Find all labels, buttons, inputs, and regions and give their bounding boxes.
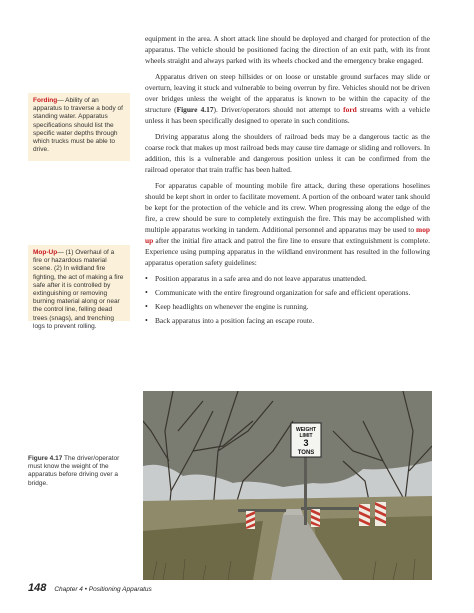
glossary-definition: — Ability of an apparatus to traverse a body of standing water. Apparatus specifications should list the specific water depths through which trucks must be able to drive.: [33, 97, 123, 154]
paragraph-2-text-b: ). Driver/operators should not attempt to: [213, 105, 344, 114]
paragraph-4-text-b: after the initial fire attack and patrol the fire line to ensure that extinguishment is complete. Experience using pumping apparatus in the wildland environment has resulted in the following apparatus operation safety guidelines:: [145, 236, 430, 267]
safety-guidelines-list: [145, 273, 430, 326]
bullet-icon: •: [145, 288, 148, 297]
list-item: [145, 315, 430, 326]
paragraph-2-text-c: streams with a vehicle unless it has been specifically designed to operate in such conditions.: [145, 105, 430, 125]
weight-limit-sign: [291, 423, 321, 457]
sign-text-weight: WEIGHT: [296, 427, 316, 433]
glossary-term-ford: ford: [343, 105, 357, 114]
list-item-text: Position apparatus in a safe area and do not leave apparatus unattended.: [155, 274, 367, 283]
chapter-label: Chapter 4 • Positioning Apparatus: [54, 586, 152, 593]
figure-label: Figure 4.17: [28, 455, 63, 462]
bridge-photo: [143, 391, 432, 580]
glossary-term: Fording: [33, 97, 58, 104]
bullet-icon: •: [145, 274, 148, 283]
paragraph-4: [145, 180, 430, 268]
body-text: [145, 33, 430, 329]
figure-reference: Figure 4.17: [176, 105, 214, 114]
sign-text-tons: TONS: [297, 450, 315, 456]
page-footer: [28, 578, 152, 592]
list-item: [145, 273, 430, 284]
glossary-term: Mop-Up: [33, 249, 58, 256]
paragraph-4-text-a: For apparatus capable of mounting mobile fire attack, during these operations hoselines should be kept short in order to facilitate movement. A portion of the onboard water tank should be kept for the protection of the vehicle and its crew. When progressing along the edge of the fire, a crew should be sure to completely extinguish the fire. This may be accomplished with multiple apparatus working in tandem. Additional personnel and apparatus may be used to: [145, 181, 430, 234]
hazard-barrier-left: [246, 511, 255, 529]
list-item-text: Keep headlights on whenever the engine is running.: [155, 302, 309, 311]
figure-caption-text: The driver/operator must know the weight of the apparatus before driving over a bridge.: [28, 455, 120, 487]
paragraph-2: [145, 71, 430, 126]
paragraph-2-text-a: Apparatus driven on steep hillsides or on loose or unstable ground surfaces may slide or overturn, leaving it stuck and vulnerable to being overrun by fire. Vehicles should not be driven over bridges unless the weight of the apparatus is known to be within the capacity of the structure (: [145, 72, 430, 114]
glossary-box-fording: [28, 93, 130, 161]
list-item: [145, 287, 430, 298]
figure-caption: [28, 455, 132, 488]
sign-text-limit: LIMIT: [299, 433, 313, 439]
list-item-text: Communicate with the entire fireground organization for safe and efficient operations.: [155, 288, 411, 297]
paragraph-1: equipment in the area. A short attack line should be deployed and charged for protection of the apparatus. The vehicle should be positioned facing the direction of an exit path, with its front wheels straight and always parked with its wheels chocked and the emergency brake engaged.: [145, 34, 430, 65]
list-item: [145, 301, 430, 312]
glossary-box-mop-up: [28, 245, 130, 330]
page-number: 148: [28, 582, 47, 594]
glossary-definition: — (1) Overhaul of a fire or hazardous material scene. (2) In wildland fire fighting, the act of making a fire safe after it is controlled by extinguishing or removing burning material along or near the control line, felling dead trees (snags), and trenching logs to prevent rolling.: [33, 249, 124, 330]
paragraph-3: Driving apparatus along the shoulders of railroad beds may be a dangerous tactic as the coarse rock that makes up most railroad beds may cause tire damage or sliding and rollovers. In addition, this is a vulnerable and dangerous position unless it can be confirmed from the railroad operator that train traffic has been halted.: [145, 132, 430, 174]
bullet-icon: •: [145, 316, 148, 325]
glossary-term-mop-up: mop up: [145, 225, 430, 245]
sign-text-number: 3: [303, 438, 309, 448]
bullet-icon: •: [145, 302, 148, 311]
list-item-text: Back apparatus into a position facing an escape route.: [155, 316, 315, 325]
bridge-photo-illustration: [143, 391, 432, 580]
